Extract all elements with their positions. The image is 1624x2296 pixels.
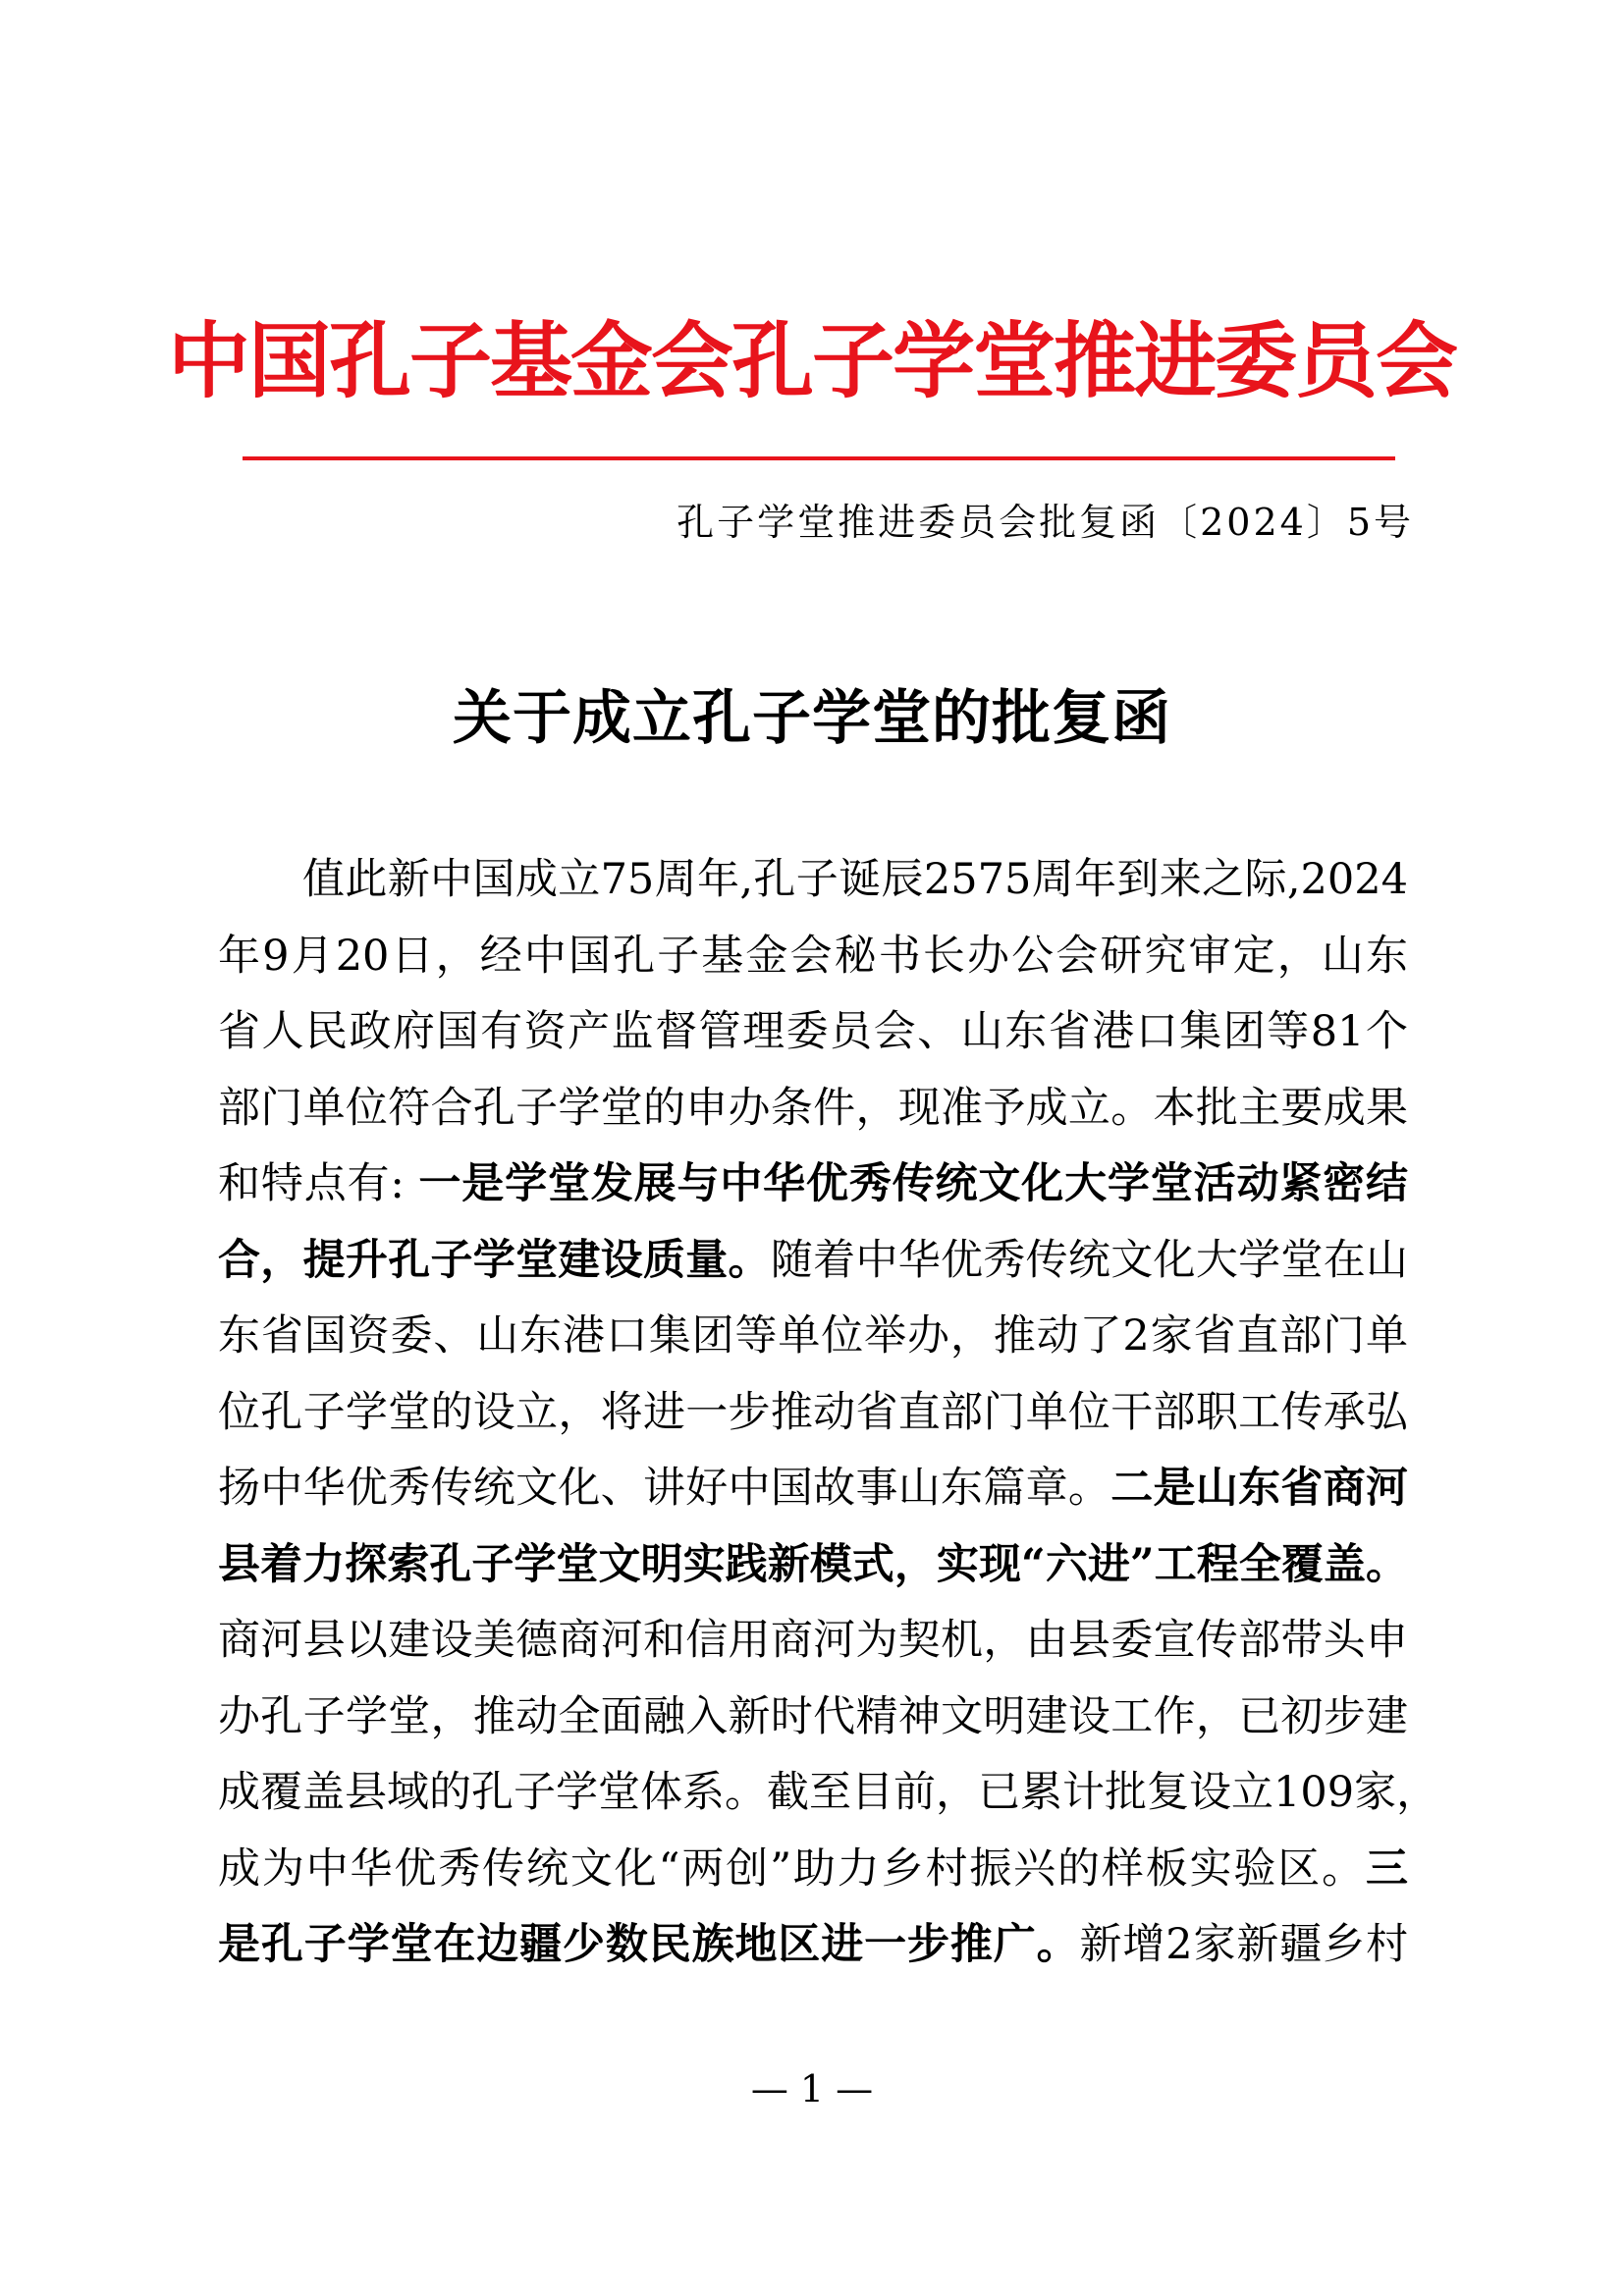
text-segment: 东省国资委、山东港口集团等单位举办，推动了2家省直部门单: [218, 1311, 1408, 1361]
issuing-organization-header: 中国孔子基金会孔子学堂推进委员会: [167, 313, 1456, 409]
bold-text-segment: 合，提升孔子学堂建设质量。: [218, 1235, 771, 1285]
bold-text-segment: 二是山东省商河: [1110, 1464, 1409, 1513]
text-line: [218, 1680, 1408, 1756]
text-segment: 值此新中国成立75周年,孔子诞辰2575周年到来之际,2024: [302, 855, 1408, 904]
text-segment: 和特点有:: [218, 1159, 419, 1208]
bold-text-segment: 是孔子学堂在边疆少数民族地区进一步推广。: [218, 1920, 1080, 1969]
bold-text-segment: 一是学堂发展与中华优秀传统文化大学堂活动紧密结: [418, 1159, 1409, 1208]
text-line: [218, 1299, 1408, 1375]
text-line: [218, 1755, 1439, 1832]
body-paragraph: [218, 842, 1439, 1984]
text-line: [218, 1071, 1408, 1148]
text-segment: 商河县以建设美德商河和信用商河为契机，由县委宣传部带头申: [218, 1616, 1408, 1665]
text-line: [218, 919, 1408, 995]
text-line: [218, 1451, 1408, 1527]
bold-text-segment: 县着力探索孔子学堂文明实践新模式，实现“六进”工程全覆盖。: [218, 1539, 1408, 1589]
text-segment: 扬中华优秀传统文化、讲好中国故事山东篇章。: [218, 1464, 1111, 1513]
text-line: [218, 842, 1408, 919]
text-line: [218, 1147, 1408, 1223]
bold-text-segment: 三: [1366, 1843, 1408, 1894]
page-number: — 1 —: [750, 2067, 874, 2110]
text-segment: 成为中华优秀传统文化“两创”助力乡村振兴的样板实验区。: [218, 1843, 1366, 1894]
text-line: [218, 1223, 1408, 1300]
text-line: [218, 1832, 1408, 1908]
document-reference-number: 孔子学堂推进委员会批复函〔2024〕5号: [677, 501, 1414, 544]
text-line: [218, 994, 1408, 1071]
text-segment: 位孔子学堂的设立，将进一步推动省直部门单位干部职工传承弘: [218, 1387, 1408, 1437]
text-segment: 年9月20日，经中国孔子基金会秘书长办公会研究审定，山东: [218, 931, 1408, 981]
text-line: [218, 1603, 1408, 1680]
text-segment: 随着中华优秀传统文化大学堂在山: [770, 1235, 1409, 1285]
document-title: 关于成立孔子学堂的批复函: [453, 684, 1171, 753]
text-segment: 办孔子学堂，推动全面融入新时代精神文明建设工作，已初步建: [218, 1691, 1408, 1741]
text-line: [218, 1527, 1408, 1604]
text-segment: 省人民政府国有资产监督管理委员会、山东省港口集团等81个: [218, 1007, 1408, 1056]
red-divider-rule: [243, 456, 1395, 460]
text-line: [218, 1375, 1408, 1452]
text-segment: 新增2家新疆乡村: [1079, 1920, 1409, 1969]
text-segment: 部门单位符合孔子学堂的申办条件，现准予成立。本批主要成果: [218, 1083, 1408, 1133]
text-segment: 成覆盖县域的孔子学堂体系。截至目前，已累计批复设立109家，: [218, 1768, 1439, 1817]
text-line: [218, 1907, 1408, 1984]
